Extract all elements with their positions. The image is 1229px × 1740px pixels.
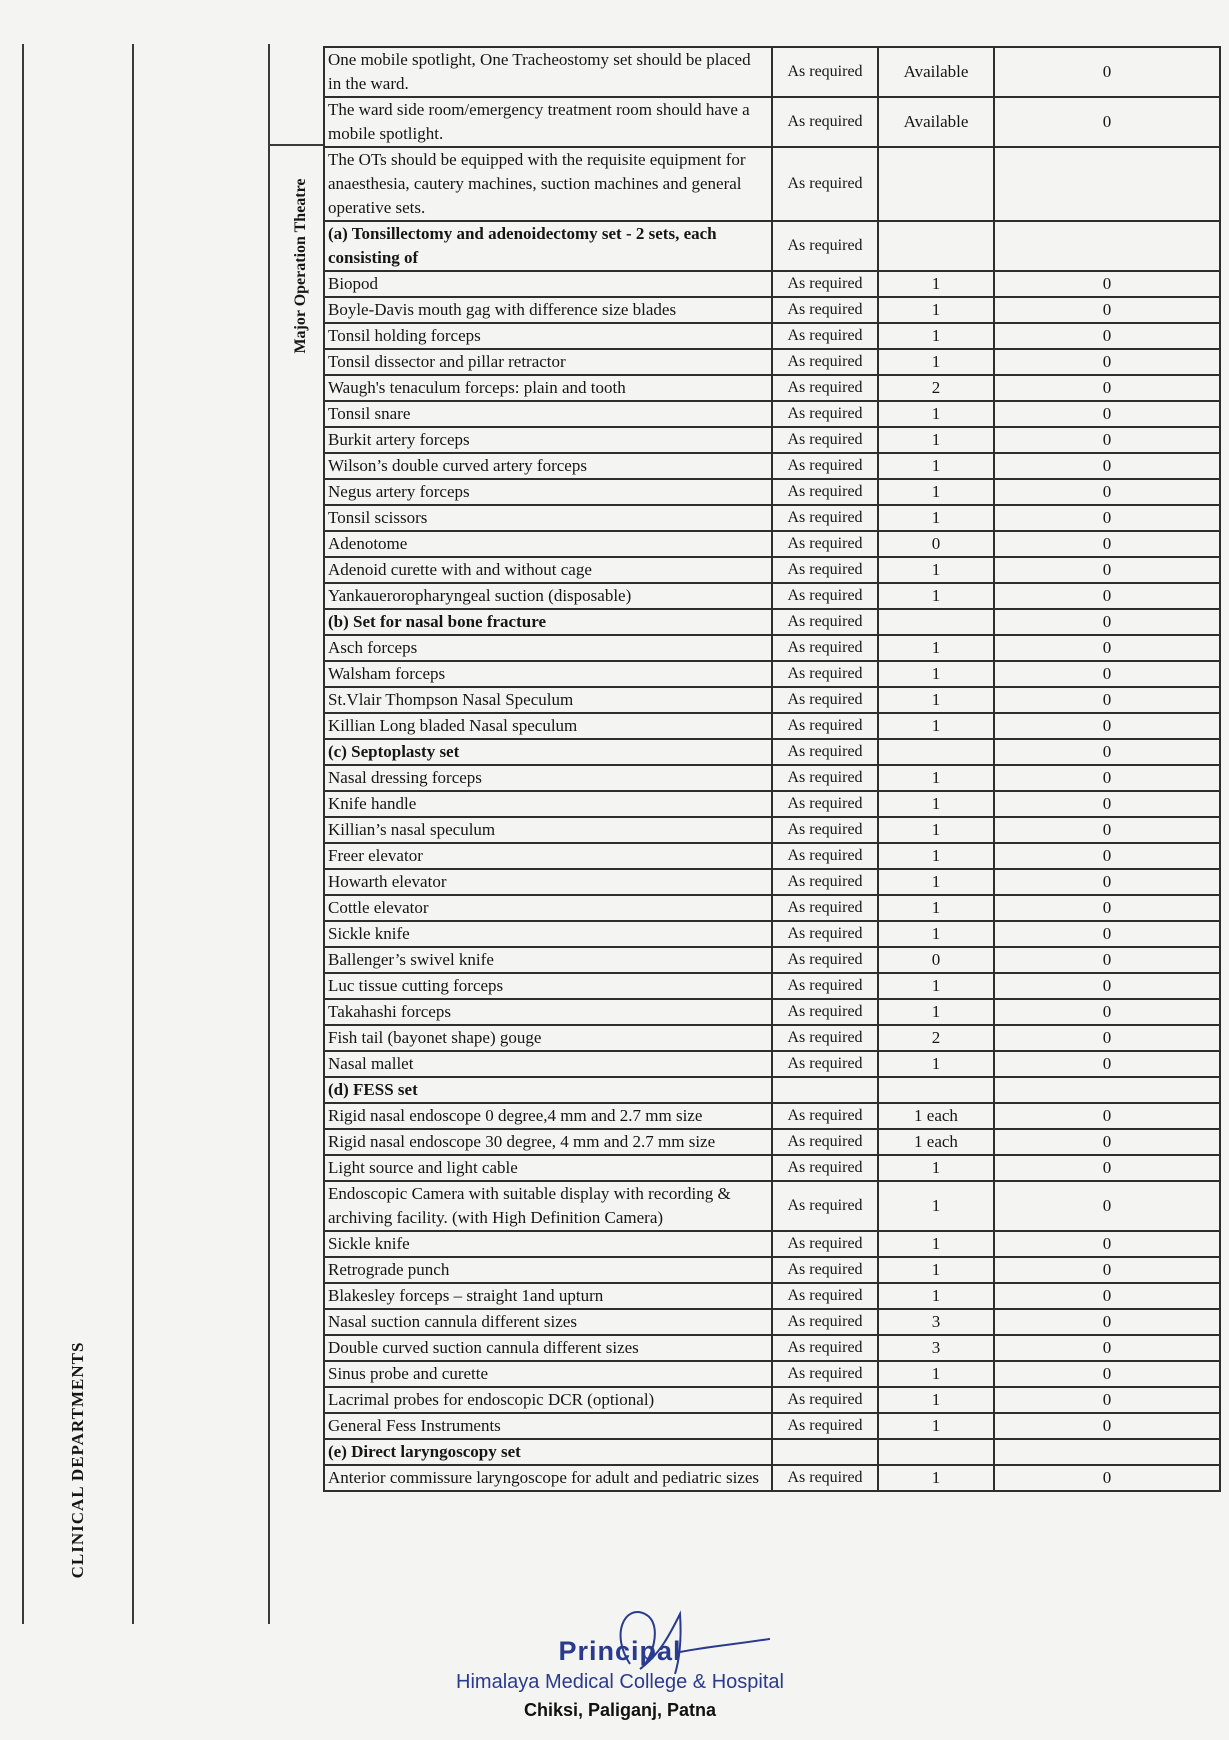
value-cell: 0	[994, 739, 1220, 765]
quantity-cell: 1	[878, 635, 994, 661]
requirement-cell: As required	[772, 1155, 878, 1181]
quantity-cell: 1	[878, 1413, 994, 1439]
item-cell: Nasal suction cannula different sizes	[324, 1309, 772, 1335]
section-label: Major Operation Theatre	[292, 178, 309, 354]
quantity-cell: 1	[878, 661, 994, 687]
item-cell: Anterior commissure laryngoscope for adult and pediatric sizes	[324, 1465, 772, 1491]
value-cell: 0	[994, 1465, 1220, 1491]
quantity-cell: 1	[878, 505, 994, 531]
value-cell: 0	[994, 1335, 1220, 1361]
table-row	[324, 453, 1220, 479]
table-row	[324, 921, 1220, 947]
quantity-cell: 2	[878, 1025, 994, 1051]
table-row	[324, 1155, 1220, 1181]
requirement-cell	[772, 1439, 878, 1465]
item-cell: Sinus probe and curette	[324, 1361, 772, 1387]
requirement-cell: As required	[772, 1387, 878, 1413]
table-row	[324, 791, 1220, 817]
requirement-cell: As required	[772, 635, 878, 661]
value-cell: 0	[994, 1051, 1220, 1077]
item-cell: Tonsil holding forceps	[324, 323, 772, 349]
requirement-cell: As required	[772, 895, 878, 921]
requirement-cell: As required	[772, 427, 878, 453]
requirement-cell: As required	[772, 583, 878, 609]
quantity-cell: 3	[878, 1335, 994, 1361]
item-cell: General Fess Instruments	[324, 1413, 772, 1439]
table-row	[324, 297, 1220, 323]
requirement-cell: As required	[772, 147, 878, 221]
table-row	[324, 713, 1220, 739]
value-cell: 0	[994, 427, 1220, 453]
table-row	[324, 1335, 1220, 1361]
table-row	[324, 1129, 1220, 1155]
table-row	[324, 609, 1220, 635]
table-row	[324, 1025, 1220, 1051]
item-cell: Knife handle	[324, 791, 772, 817]
table-row	[324, 271, 1220, 297]
value-cell: 0	[994, 1129, 1220, 1155]
requirement-cell: As required	[772, 1309, 878, 1335]
table-row	[324, 973, 1220, 999]
value-cell: 0	[994, 1257, 1220, 1283]
item-cell: Walsham forceps	[324, 661, 772, 687]
value-cell	[994, 1439, 1220, 1465]
quantity-cell: 1	[878, 583, 994, 609]
table-row	[324, 1387, 1220, 1413]
item-cell: (b) Set for nasal bone fracture	[324, 609, 772, 635]
table-row	[324, 1181, 1220, 1231]
requirement-cell: As required	[772, 221, 878, 271]
requirement-cell: As required	[772, 47, 878, 97]
requirement-cell: As required	[772, 271, 878, 297]
item-cell: Sickle knife	[324, 1231, 772, 1257]
table-row	[324, 1361, 1220, 1387]
item-cell: Cottle elevator	[324, 895, 772, 921]
value-cell: 0	[994, 375, 1220, 401]
requirement-cell: As required	[772, 1181, 878, 1231]
item-cell: Tonsil scissors	[324, 505, 772, 531]
requirement-cell: As required	[772, 297, 878, 323]
department-label: CLINICAL DEPARTMENTS	[68, 1341, 87, 1579]
value-cell: 0	[994, 713, 1220, 739]
item-cell: Adenoid curette with and without cage	[324, 557, 772, 583]
item-cell: Rigid nasal endoscope 30 degree, 4 mm and 2.7 mm size	[324, 1129, 772, 1155]
requirement-cell: As required	[772, 661, 878, 687]
requirement-cell: As required	[772, 739, 878, 765]
table-row	[324, 401, 1220, 427]
item-cell: (c) Septoplasty set	[324, 739, 772, 765]
item-cell: Double curved suction cannula different sizes	[324, 1335, 772, 1361]
requirement-cell: As required	[772, 1129, 878, 1155]
quantity-cell: 1	[878, 401, 994, 427]
quantity-cell: 1	[878, 1231, 994, 1257]
requirement-cell: As required	[772, 869, 878, 895]
table-row	[324, 1051, 1220, 1077]
requirement-cell: As required	[772, 1025, 878, 1051]
quantity-cell	[878, 221, 994, 271]
quantity-cell	[878, 1077, 994, 1103]
requirement-cell: As required	[772, 609, 878, 635]
value-cell: 0	[994, 1309, 1220, 1335]
item-cell: The ward side room/emergency treatment room should have a mobile spotlight.	[324, 97, 772, 147]
quantity-cell: 1	[878, 999, 994, 1025]
item-cell: Biopod	[324, 271, 772, 297]
value-cell: 0	[994, 843, 1220, 869]
quantity-cell: 1	[878, 1465, 994, 1491]
table-row	[324, 427, 1220, 453]
requirement-cell: As required	[772, 843, 878, 869]
table-row	[324, 1439, 1220, 1465]
requirement-cell: As required	[772, 973, 878, 999]
item-cell: (e) Direct laryngoscopy set	[324, 1439, 772, 1465]
requirement-cell: As required	[772, 401, 878, 427]
quantity-cell: 1	[878, 973, 994, 999]
item-cell: Fish tail (bayonet shape) gouge	[324, 1025, 772, 1051]
quantity-cell: 1	[878, 1283, 994, 1309]
value-cell: 0	[994, 609, 1220, 635]
requirement-cell: As required	[772, 1231, 878, 1257]
quantity-cell: 1	[878, 271, 994, 297]
value-cell: 0	[994, 1361, 1220, 1387]
table-row	[324, 1283, 1220, 1309]
table-row	[324, 687, 1220, 713]
item-cell: Asch forceps	[324, 635, 772, 661]
value-cell: 0	[994, 323, 1220, 349]
quantity-cell: 1	[878, 1361, 994, 1387]
requirement-cell: As required	[772, 999, 878, 1025]
value-cell: 0	[994, 271, 1220, 297]
quantity-cell: 1	[878, 1387, 994, 1413]
value-cell: 0	[994, 1413, 1220, 1439]
table-row	[324, 661, 1220, 687]
table-row	[324, 1257, 1220, 1283]
value-cell: 0	[994, 297, 1220, 323]
signature-mark	[570, 1594, 770, 1684]
requirement-cell: As required	[772, 1103, 878, 1129]
value-cell: 0	[994, 1283, 1220, 1309]
quantity-cell: 1	[878, 1181, 994, 1231]
requirement-cell: As required	[772, 1051, 878, 1077]
quantity-cell: 1	[878, 453, 994, 479]
requirement-cell: As required	[772, 817, 878, 843]
value-cell	[994, 221, 1220, 271]
item-cell: Nasal mallet	[324, 1051, 772, 1077]
item-cell: The OTs should be equipped with the requisite equipment for anaesthesia, cautery machines, suction machines and general operative sets.	[324, 147, 772, 221]
value-cell: 0	[994, 869, 1220, 895]
requirement-cell: As required	[772, 349, 878, 375]
requirement-cell: As required	[772, 531, 878, 557]
item-cell: Light source and light cable	[324, 1155, 772, 1181]
item-cell: Ballenger’s swivel knife	[324, 947, 772, 973]
requirement-cell: As required	[772, 765, 878, 791]
table-row	[324, 1103, 1220, 1129]
item-cell: Blakesley forceps – straight 1and upturn	[324, 1283, 772, 1309]
requirement-cell: As required	[772, 375, 878, 401]
item-cell: Boyle-Davis mouth gag with difference size blades	[324, 297, 772, 323]
table-row	[324, 843, 1220, 869]
quantity-cell: 1	[878, 1051, 994, 1077]
table-row	[324, 999, 1220, 1025]
value-cell: 0	[994, 1231, 1220, 1257]
quantity-cell	[878, 739, 994, 765]
item-cell: Retrograde punch	[324, 1257, 772, 1283]
value-cell: 0	[994, 973, 1220, 999]
item-cell: Yankaueroropharyngeal suction (disposable)	[324, 583, 772, 609]
requirement-cell: As required	[772, 791, 878, 817]
table-row	[324, 349, 1220, 375]
value-cell: 0	[994, 531, 1220, 557]
quantity-cell: 1	[878, 817, 994, 843]
quantity-cell	[878, 147, 994, 221]
table-row	[324, 895, 1220, 921]
table-row	[324, 635, 1220, 661]
quantity-cell	[878, 609, 994, 635]
requirement-cell: As required	[772, 453, 878, 479]
item-cell: Tonsil dissector and pillar retractor	[324, 349, 772, 375]
quantity-cell: 1	[878, 895, 994, 921]
value-cell: 0	[994, 349, 1220, 375]
quantity-cell: 1	[878, 869, 994, 895]
requirement-cell: As required	[772, 1465, 878, 1491]
requirement-cell: As required	[772, 687, 878, 713]
value-cell: 0	[994, 817, 1220, 843]
quantity-cell: 1	[878, 323, 994, 349]
quantity-cell: 1	[878, 1257, 994, 1283]
college-name: Himalaya Medical College & Hospital	[456, 1671, 784, 1693]
table-row	[324, 1231, 1220, 1257]
item-cell: Burkit artery forceps	[324, 427, 772, 453]
table-row	[324, 817, 1220, 843]
quantity-cell: 0	[878, 531, 994, 557]
value-cell: 0	[994, 661, 1220, 687]
quantity-cell: 1	[878, 791, 994, 817]
equipment-table	[323, 46, 1221, 1492]
left-border	[22, 44, 24, 1624]
quantity-cell: Available	[878, 47, 994, 97]
signature-block	[440, 1630, 800, 1740]
table-row	[324, 505, 1220, 531]
value-cell: 0	[994, 505, 1220, 531]
quantity-cell: 1	[878, 921, 994, 947]
table-row	[324, 1309, 1220, 1335]
table-row	[324, 323, 1220, 349]
table-row	[324, 375, 1220, 401]
value-cell: 0	[994, 947, 1220, 973]
value-cell: 0	[994, 999, 1220, 1025]
requirement-cell: As required	[772, 505, 878, 531]
item-cell: Luc tissue cutting forceps	[324, 973, 772, 999]
quantity-cell: 1 each	[878, 1129, 994, 1155]
quantity-cell: 0	[878, 947, 994, 973]
table-row	[324, 739, 1220, 765]
quantity-cell: 2	[878, 375, 994, 401]
requirement-cell: As required	[772, 713, 878, 739]
item-cell: Rigid nasal endoscope 0 degree,4 mm and 2.7 mm size	[324, 1103, 772, 1129]
table-row	[324, 97, 1220, 147]
item-cell: Sickle knife	[324, 921, 772, 947]
table-row	[324, 869, 1220, 895]
quantity-cell: 1 each	[878, 1103, 994, 1129]
item-cell: Takahashi forceps	[324, 999, 772, 1025]
item-cell: (d) FESS set	[324, 1077, 772, 1103]
item-cell: Killian Long bladed Nasal speculum	[324, 713, 772, 739]
item-cell: Waugh's tenaculum forceps: plain and tooth	[324, 375, 772, 401]
item-cell: Nasal dressing forceps	[324, 765, 772, 791]
value-cell: 0	[994, 1155, 1220, 1181]
item-cell: (a) Tonsillectomy and adenoidectomy set - 2 sets, each consisting of	[324, 221, 772, 271]
requirement-cell: As required	[772, 1283, 878, 1309]
requirement-cell	[772, 1077, 878, 1103]
item-cell: Wilson’s double curved artery forceps	[324, 453, 772, 479]
requirement-cell: As required	[772, 323, 878, 349]
requirement-cell: As required	[772, 1335, 878, 1361]
quantity-cell: 3	[878, 1309, 994, 1335]
quantity-cell	[878, 1439, 994, 1465]
quantity-cell: 1	[878, 297, 994, 323]
value-cell: 0	[994, 1025, 1220, 1051]
quantity-cell: 1	[878, 713, 994, 739]
table-row	[324, 221, 1220, 271]
item-cell: Adenotome	[324, 531, 772, 557]
quantity-cell: 1	[878, 1155, 994, 1181]
value-cell: 0	[994, 583, 1220, 609]
table-row	[324, 765, 1220, 791]
quantity-cell: 1	[878, 843, 994, 869]
item-cell: Lacrimal probes for endoscopic DCR (optional)	[324, 1387, 772, 1413]
value-cell: 0	[994, 895, 1220, 921]
item-cell: St.Vlair Thompson Nasal Speculum	[324, 687, 772, 713]
requirement-cell: As required	[772, 1257, 878, 1283]
value-cell: 0	[994, 1387, 1220, 1413]
value-cell	[994, 147, 1220, 221]
value-cell: 0	[994, 1103, 1220, 1129]
requirement-cell: As required	[772, 1413, 878, 1439]
value-cell: 0	[994, 635, 1220, 661]
table-row	[324, 583, 1220, 609]
value-cell: 0	[994, 479, 1220, 505]
item-cell: Killian’s nasal speculum	[324, 817, 772, 843]
item-cell: One mobile spotlight, One Tracheostomy set should be placed in the ward.	[324, 47, 772, 97]
value-cell: 0	[994, 453, 1220, 479]
value-cell: 0	[994, 401, 1220, 427]
category-column-border	[268, 44, 270, 1624]
value-cell: 0	[994, 687, 1220, 713]
value-cell: 0	[994, 921, 1220, 947]
requirement-cell: As required	[772, 97, 878, 147]
college-address: Chiksi, Paliganj, Patna	[523, 1700, 717, 1720]
value-cell: 0	[994, 765, 1220, 791]
item-cell: Endoscopic Camera with suitable display with recording & archiving facility. (with High Definition Camera)	[324, 1181, 772, 1231]
table-row	[324, 1077, 1220, 1103]
table-row	[324, 479, 1220, 505]
value-cell: 0	[994, 97, 1220, 147]
item-cell: Tonsil snare	[324, 401, 772, 427]
quantity-cell: 1	[878, 557, 994, 583]
item-cell: Howarth elevator	[324, 869, 772, 895]
requirement-cell: As required	[772, 1361, 878, 1387]
table-row	[324, 947, 1220, 973]
item-cell: Freer elevator	[324, 843, 772, 869]
value-cell: 0	[994, 557, 1220, 583]
value-cell: 0	[994, 47, 1220, 97]
value-cell	[994, 1077, 1220, 1103]
table-row	[324, 557, 1220, 583]
table-row	[324, 1465, 1220, 1491]
table-row	[324, 531, 1220, 557]
quantity-cell: 1	[878, 765, 994, 791]
requirement-cell: As required	[772, 921, 878, 947]
requirement-cell: As required	[772, 947, 878, 973]
quantity-cell: Available	[878, 97, 994, 147]
quantity-cell: 1	[878, 349, 994, 375]
principal-title: Principal	[558, 1636, 682, 1666]
quantity-cell: 1	[878, 427, 994, 453]
value-cell: 0	[994, 791, 1220, 817]
item-cell: Negus artery forceps	[324, 479, 772, 505]
table-row	[324, 147, 1220, 221]
requirement-cell: As required	[772, 557, 878, 583]
value-cell: 0	[994, 1181, 1220, 1231]
table-row	[324, 1413, 1220, 1439]
table-row	[324, 47, 1220, 97]
quantity-cell: 1	[878, 479, 994, 505]
dept-column-border	[132, 44, 134, 1624]
requirement-cell: As required	[772, 479, 878, 505]
quantity-cell: 1	[878, 687, 994, 713]
